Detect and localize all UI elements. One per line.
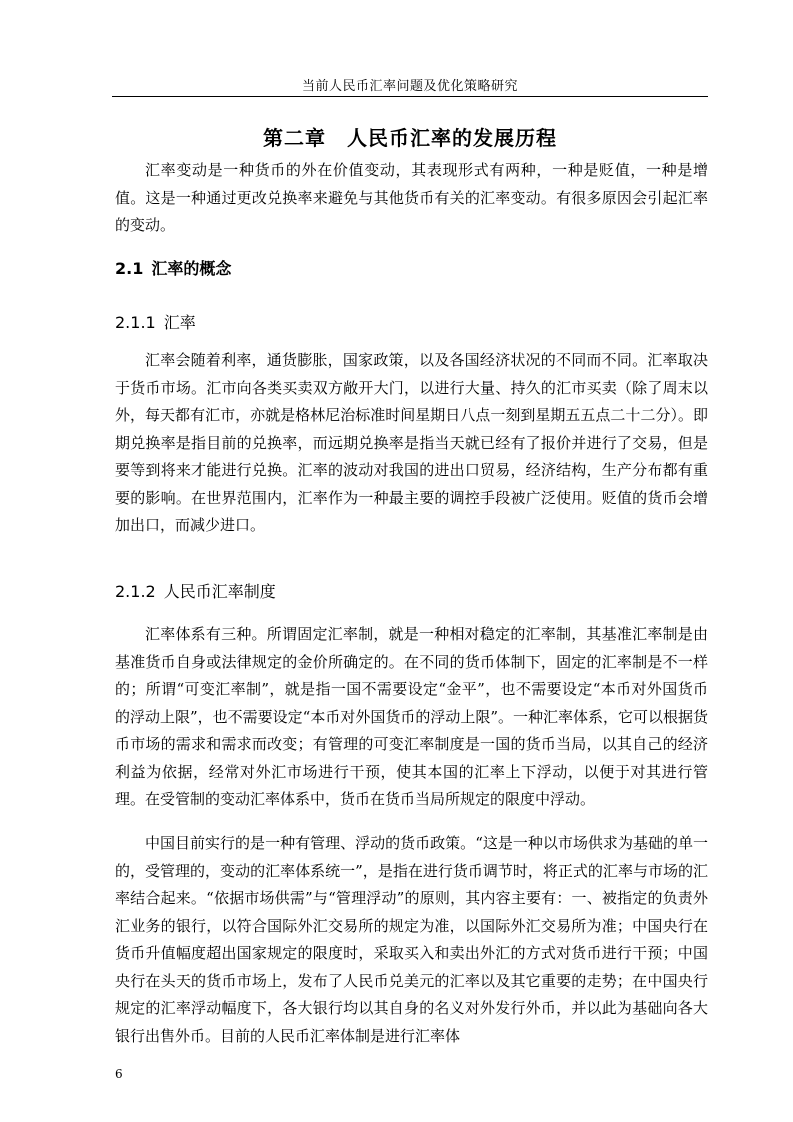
chapter-title: 第二章 人民币汇率的发展历程	[263, 126, 557, 150]
section-2-1-1-title: 汇率	[163, 313, 196, 332]
section-2-1-number: 2.1	[115, 259, 144, 278]
section-2-1-1-number: 2.1.1	[115, 313, 156, 332]
section-2-1-2-title: 人民币汇率制度	[163, 582, 276, 601]
running-header: 当前人民币汇率问题及优化策略研究	[301, 79, 518, 94]
section-2-1-title: 汇率的概念	[151, 259, 232, 278]
section-2-1-heading	[115, 256, 231, 279]
header-rule	[112, 96, 708, 97]
section-2-1-1-paragraph: 汇率会随着利率，通货膨胀，国家政策，以及各国经济状况的不同而不同。汇率取决于货币市场。汇市向各类买卖双方敞开大门，以进行大量、持久的汇市买卖（除了周末以外，每天都有汇市，亦就是格林尼治标准时间星期日八点一刻到星期五五点二十二分）。即期兑换率是指目前的兑换率，而远期兑换率是指当天就已经有了报价并进行了交易，但是要等到将来才能进行兑换。汇率的波动对我国的进出口贸易，经济结构，生产分布都有重要的影响。在世界范围内，汇率作为一种最主要的调控手段被广泛使用。贬值的货币会增加出口，而减少进口。	[115, 351, 708, 534]
section-2-1-2-paragraph-1: 汇率体系有三种。所谓固定汇率制，就是一种相对稳定的汇率制，其基准汇率制是由基准货币自身或法律规定的金价所确定的。在不同的货币体制下，固定的汇率制是不一样的；所谓“可变汇率制”，就是指一国不需要设定“金平”，也不需要设定“本币对外国货币的浮动上限”，也不需要设定“本币对外国货币的浮动上限”。一种汇率体系，它可以根据货币市场的需求和需求而改变；有管理的可变汇率制度是一国的货币当局，以其自己的经济利益为依据，经常对外汇市场进行干预，使其本国的汇率上下浮动，以便于对其进行管理。在受管制的变动汇率体系中，货币在货币当局所规定的限度中浮动。	[115, 625, 709, 808]
chapter-intro-paragraph: 汇率变动是一种货币的外在价值变动，其表现形式有两种，一种是贬值，一种是增值。这是一种通过更改兑换率来避免与其他货币有关的汇率变动。有很多原因会引起汇率的变动。	[115, 161, 708, 234]
section-2-1-2-paragraph-2: 中国目前实行的是一种有管理、浮动的货币政策。“这是一种以市场供求为基础的单一的，受管理的，变动的汇率体系统一”，是指在进行货币调节时，将正式的汇率与市场的汇率结合起来。“依据市场供需”与“管理浮动”的原则，其内容主要有：一、被指定的负责外汇业务的银行，以符合国际外汇交易所的规定为准，以国际外汇交易所为准；中国央行在货币升值幅度超出国家规定的限度时，采取买入和卖出外汇的方式对货币进行干预；中国央行在头天的货币市场上，发布了人民币兑美元的汇率以及其它重要的走势；在中国央行规定的汇率浮动幅度下，各大银行均以其自身的名义对外发行外币，并以此为基础向各大银行出售外币。目前的人民币汇率体制是进行汇率体	[115, 834, 708, 1045]
section-2-1-1-heading	[115, 310, 196, 333]
section-2-1-2-heading	[115, 579, 276, 602]
section-2-1-2-number: 2.1.2	[115, 582, 156, 601]
page-number: 6	[115, 1067, 123, 1081]
